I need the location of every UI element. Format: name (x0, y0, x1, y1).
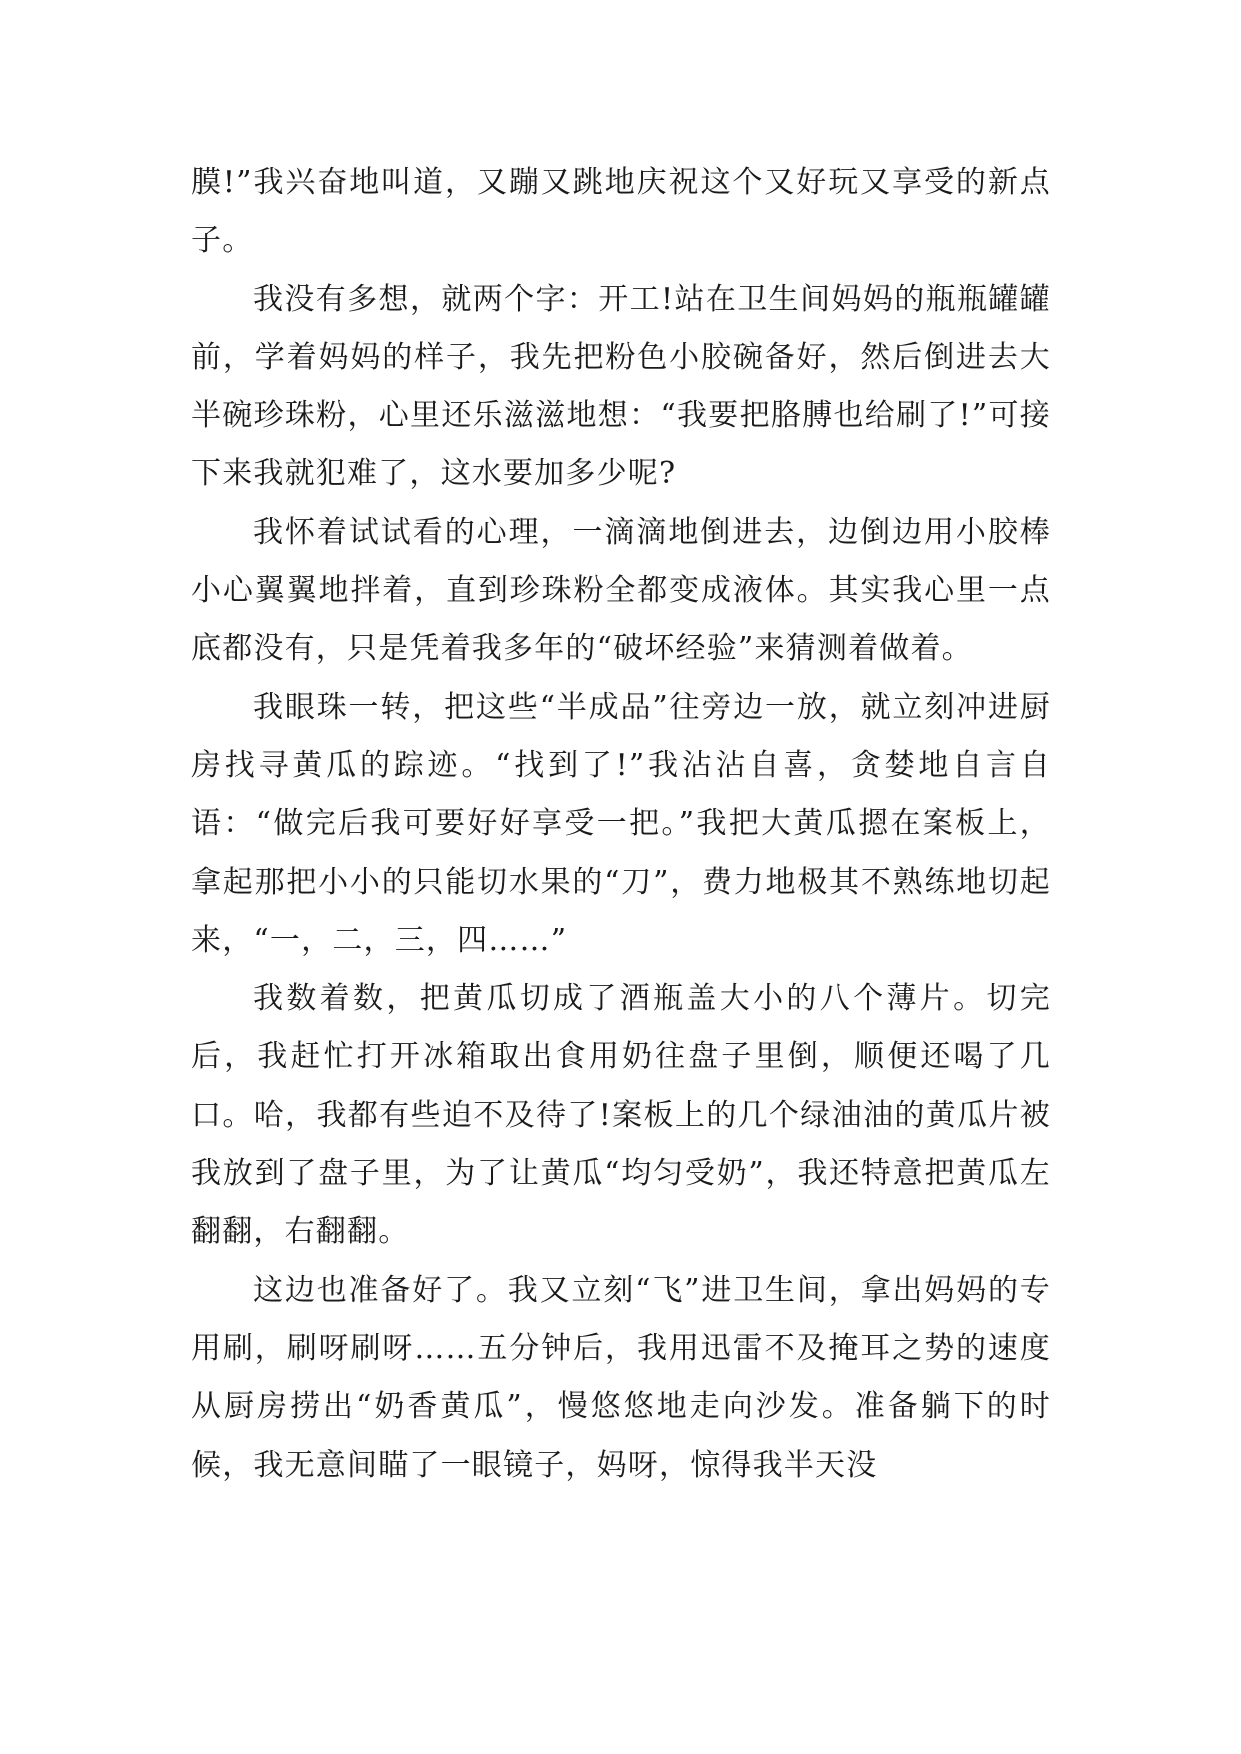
paragraph-2: 我没有多想，就两个字：开工!站在卫生间妈妈的瓶瓶罐罐前，学着妈妈的样子，我先把粉色小胶碗备好，然后倒进去大半碗珍珠粉，心里还乐滋滋地想：“我要把胳膊也给刷了!”可接下来我就犯难了，这水要加多少呢? (191, 281, 1051, 492)
paragraph-6: 这边也准备好了。我又立刻“飞”进卫生间，拿出妈妈的专用刷，刷呀刷呀……五分钟后，我用迅雷不及掩耳之势的速度从厨房捞出“奶香黄瓜”，慢悠悠地走向沙发。准备躺下的时候，我无意间瞄了一眼镜子，妈呀，惊得我半天没 (191, 1272, 1051, 1483)
paragraph-4: 我眼珠一转，把这些“半成品”往旁边一放，就立刻冲进厨房找寻黄瓜的踪迹。“找到了!”我沾沾自喜，贪婪地自言自语：“做完后我可要好好享受一把。”我把大黄瓜摁在案板上，拿起那把小小的只能切水果的“刀”，费力地极其不熟练地切起来，“一，二，三，四……” (191, 689, 1051, 958)
document-body (191, 154, 1051, 1495)
paragraph-1: 膜!”我兴奋地叫道，又蹦又跳地庆祝这个又好玩又享受的新点子。 (191, 165, 1051, 259)
paragraph-3: 我怀着试试看的心理，一滴滴地倒进去，边倒边用小胶棒小心翼翼地拌着，直到珍珠粉全都变成液体。其实我心里一点底都没有，只是凭着我多年的“破坏经验”来猜测着做着。 (191, 514, 1051, 667)
paragraph-5: 我数着数，把黄瓜切成了酒瓶盖大小的八个薄片。切完后，我赶忙打开冰箱取出食用奶往盘子里倒，顺便还喝了几口。哈，我都有些迫不及待了!案板上的几个绿油油的黄瓜片被我放到了盘子里，为了让黄瓜“均匀受奶”，我还特意把黄瓜左翻翻，右翻翻。 (191, 981, 1051, 1250)
